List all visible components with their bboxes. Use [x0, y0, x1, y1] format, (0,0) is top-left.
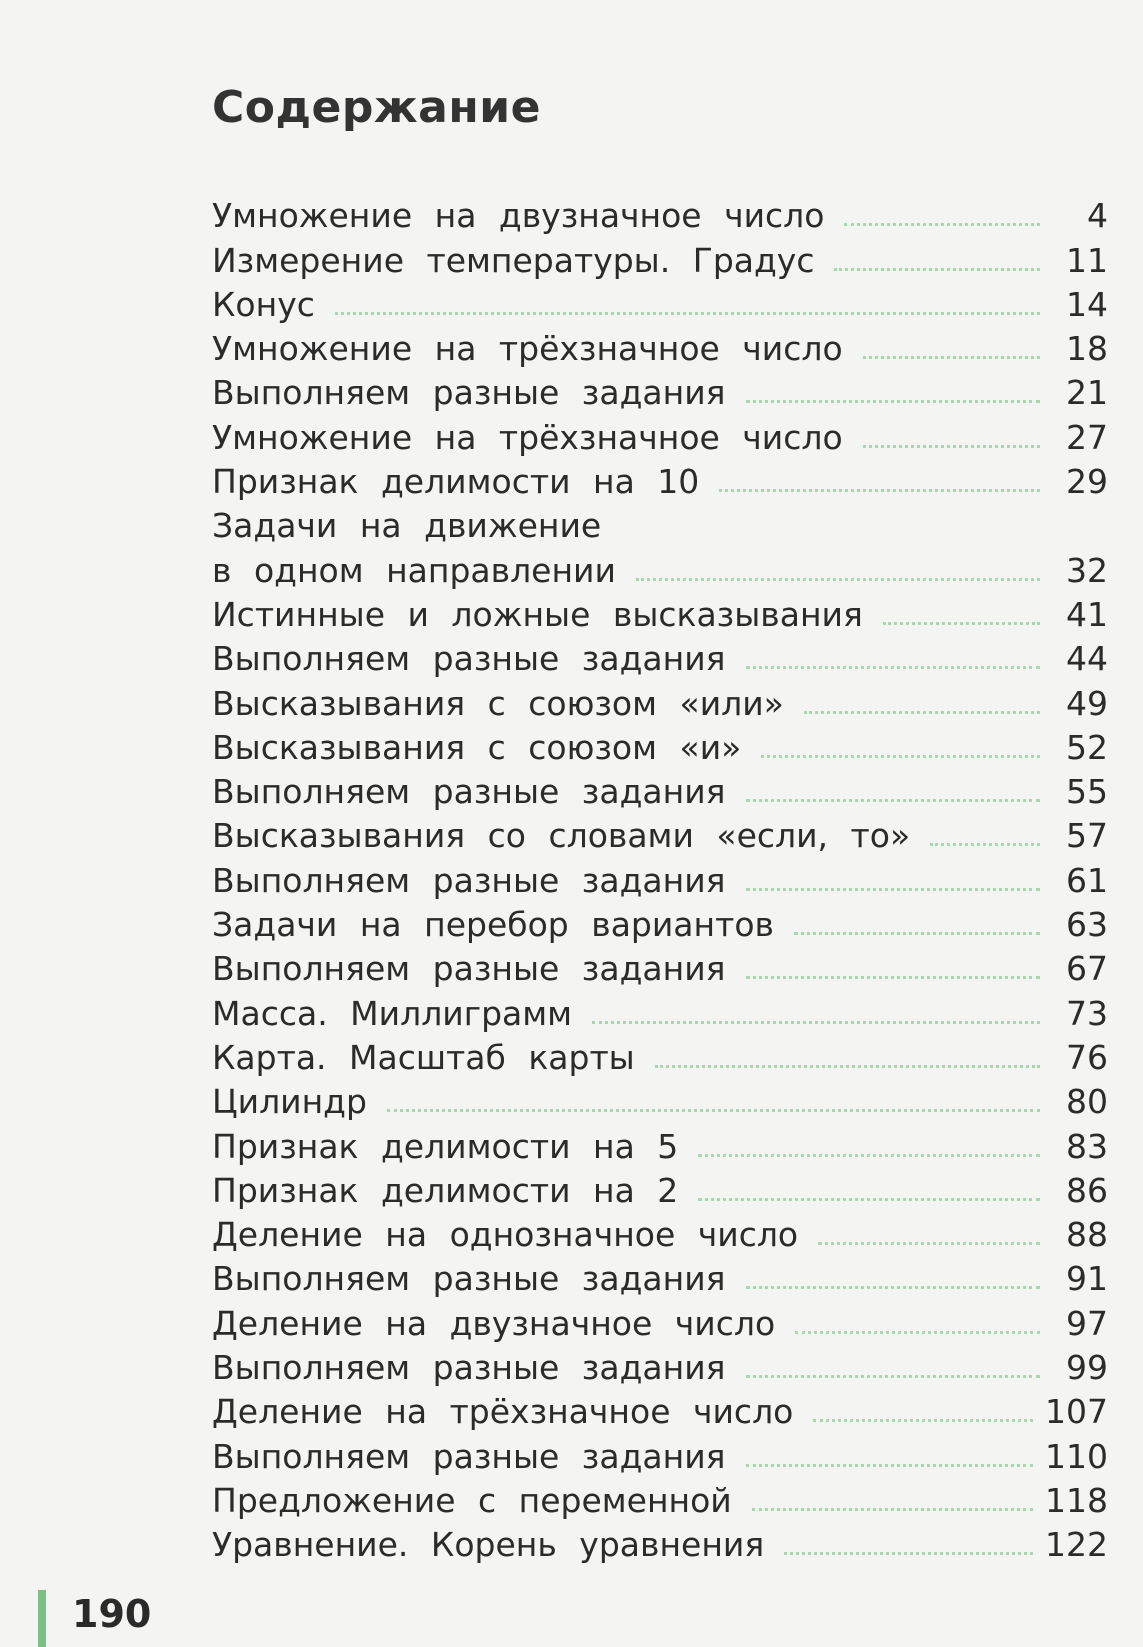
- toc-entry-title: Деление на трёхзначное число: [212, 1392, 794, 1432]
- dot-leader: [863, 445, 1040, 448]
- dot-leader: [655, 1065, 1040, 1068]
- dot-leader: [804, 711, 1040, 714]
- page-title: Содержание: [212, 82, 541, 133]
- toc-entry-page: 107: [1045, 1392, 1108, 1432]
- page-number: 190: [72, 1592, 152, 1636]
- dot-leader: [719, 489, 1040, 492]
- toc-entry-page: 14: [1066, 284, 1108, 324]
- toc-entry: [212, 1301, 1108, 1345]
- toc-entry: [212, 194, 1108, 238]
- toc-entry: [212, 548, 1108, 592]
- toc-entry: [212, 238, 1108, 282]
- toc-entry: [212, 1257, 1108, 1301]
- toc-entry: [212, 415, 1108, 459]
- toc-entry-title: Выполняем разные задания: [212, 1436, 726, 1476]
- toc-entry: [212, 947, 1108, 991]
- toc-entry: [212, 1124, 1108, 1168]
- toc-entry-page: 122: [1045, 1525, 1108, 1565]
- toc-entry-page: 11: [1066, 240, 1108, 280]
- toc-entry-title: Цилиндр: [212, 1082, 367, 1122]
- toc-entry-page: 44: [1066, 639, 1108, 679]
- toc-entry: [212, 1169, 1108, 1213]
- dot-leader: [794, 932, 1040, 935]
- toc-entry-page: 57: [1066, 816, 1108, 856]
- toc-entry-title: Предложение с переменной: [212, 1480, 732, 1520]
- dot-leader: [746, 1286, 1041, 1289]
- toc-entry-title: Деление на однозначное число: [212, 1215, 799, 1255]
- toc-entry-page: 67: [1066, 949, 1108, 989]
- dot-leader: [930, 843, 1040, 846]
- toc-entry-page: 32: [1066, 550, 1108, 590]
- toc-entry: [212, 903, 1108, 947]
- dot-leader: [761, 755, 1040, 758]
- dot-leader: [844, 223, 1040, 226]
- toc-entry-title: Конус: [212, 284, 315, 324]
- toc-entry-page: 52: [1066, 727, 1108, 767]
- toc-entry-title: Масса. Миллиграмм: [212, 993, 573, 1033]
- dot-leader: [813, 1419, 1033, 1422]
- dot-leader: [883, 622, 1040, 625]
- toc-entry-page: 76: [1066, 1037, 1108, 1077]
- toc-entry-title: Карта. Масштаб карты: [212, 1037, 635, 1077]
- toc-entry-title: Умножение на трёхзначное число: [212, 417, 843, 457]
- toc-entry-title: Умножение на двузначное число: [212, 196, 825, 236]
- toc-entry: [212, 327, 1108, 371]
- toc-entry: [212, 371, 1108, 415]
- toc-entry-page: 91: [1066, 1259, 1108, 1299]
- toc-entry-page: 99: [1066, 1348, 1108, 1388]
- toc-entry-page: 21: [1066, 373, 1108, 413]
- dot-leader: [746, 888, 1041, 891]
- dot-leader: [746, 1464, 1034, 1467]
- toc-entry-page: 80: [1066, 1082, 1108, 1122]
- toc-entry: [212, 1523, 1108, 1567]
- toc-entry-page: 4: [1087, 196, 1108, 236]
- toc-entry-title: Высказывания с союзом «и»: [212, 727, 742, 767]
- toc-entry: [212, 991, 1108, 1035]
- toc-entry-page: 29: [1066, 462, 1108, 502]
- toc-entry: [212, 637, 1108, 681]
- toc-entry-title: Высказывания с союзом «или»: [212, 683, 784, 723]
- toc-entry-page: 55: [1066, 772, 1108, 812]
- toc-entry: [212, 1434, 1108, 1478]
- toc-entry: [212, 814, 1108, 858]
- toc-entry-title: Умножение на трёхзначное число: [212, 329, 843, 369]
- toc-entry-title: Уравнение. Корень уравнения: [212, 1525, 765, 1565]
- dot-leader: [387, 1109, 1040, 1112]
- toc-entry: [212, 726, 1108, 770]
- dot-leader: [795, 1331, 1040, 1334]
- toc-entry-page: 110: [1045, 1436, 1108, 1476]
- toc-entry-page: 83: [1066, 1126, 1108, 1166]
- dot-leader: [592, 1021, 1040, 1024]
- toc-entry-title: Выполняем разные задания: [212, 772, 726, 812]
- dot-leader: [636, 578, 1040, 581]
- toc-entry-title: Деление на двузначное число: [212, 1303, 776, 1343]
- toc-entry-title: Задачи на движение: [212, 506, 602, 546]
- dot-leader: [863, 356, 1040, 359]
- toc-entry-page: 63: [1066, 905, 1108, 945]
- toc-entry-page: 73: [1066, 993, 1108, 1033]
- dot-leader: [784, 1552, 1033, 1555]
- toc-entry-page: 97: [1066, 1303, 1108, 1343]
- toc-entry: [212, 593, 1108, 637]
- toc-entry: [212, 1479, 1108, 1523]
- toc-entry: [212, 1213, 1108, 1257]
- toc-entry-page: 86: [1066, 1170, 1108, 1210]
- toc-entry-title-continued: в одном направлении: [212, 550, 616, 590]
- toc-entry-title: Признак делимости на 2: [212, 1170, 679, 1210]
- dot-leader: [746, 666, 1041, 669]
- toc-entry-page: 27: [1066, 417, 1108, 457]
- dot-leader: [818, 1242, 1040, 1245]
- toc-entry: [212, 770, 1108, 814]
- toc-entry-title: Признак делимости на 10: [212, 462, 700, 502]
- toc-entry: [212, 1036, 1108, 1080]
- dot-leader: [746, 976, 1041, 979]
- toc-entry: [212, 858, 1108, 902]
- toc-entry-page: 88: [1066, 1215, 1108, 1255]
- toc-entry-title: Задачи на перебор вариантов: [212, 905, 774, 945]
- toc-entry: [212, 283, 1108, 327]
- toc-entry-first-line: [212, 504, 1108, 548]
- toc-entry-page: 61: [1066, 860, 1108, 900]
- toc-entry: [212, 1390, 1108, 1434]
- dot-leader: [752, 1508, 1033, 1511]
- toc-entry-title: Выполняем разные задания: [212, 860, 726, 900]
- toc-entry-title: Высказывания со словами «если, то»: [212, 816, 911, 856]
- toc-entry-page: 49: [1066, 683, 1108, 723]
- dot-leader: [335, 312, 1040, 315]
- toc-entry-page: 118: [1045, 1480, 1108, 1520]
- toc-entry: [212, 1346, 1108, 1390]
- toc-entry: [212, 681, 1108, 725]
- toc-entry-title: Выполняем разные задания: [212, 1348, 726, 1388]
- toc-entry-page: 18: [1066, 329, 1108, 369]
- toc-entry-page: 41: [1066, 594, 1108, 634]
- toc-entry: [212, 460, 1108, 504]
- toc-entry-title: Истинные и ложные высказывания: [212, 594, 863, 634]
- toc-entry: [212, 1080, 1108, 1124]
- toc-entry-title: Выполняем разные задания: [212, 949, 726, 989]
- toc-entry-title: Выполняем разные задания: [212, 373, 726, 413]
- dot-leader: [746, 1375, 1041, 1378]
- table-of-contents: [212, 194, 1108, 1567]
- dot-leader: [698, 1154, 1040, 1157]
- toc-entry-title: Выполняем разные задания: [212, 1259, 726, 1299]
- dot-leader: [746, 799, 1041, 802]
- toc-entry-title: Выполняем разные задания: [212, 639, 726, 679]
- toc-entry-title: Измерение температуры. Градус: [212, 240, 815, 280]
- dot-leader: [834, 268, 1040, 271]
- dot-leader: [746, 400, 1041, 403]
- toc-entry-title: Признак делимости на 5: [212, 1126, 679, 1166]
- dot-leader: [698, 1198, 1040, 1201]
- page-number-accent-bar: [38, 1590, 46, 1647]
